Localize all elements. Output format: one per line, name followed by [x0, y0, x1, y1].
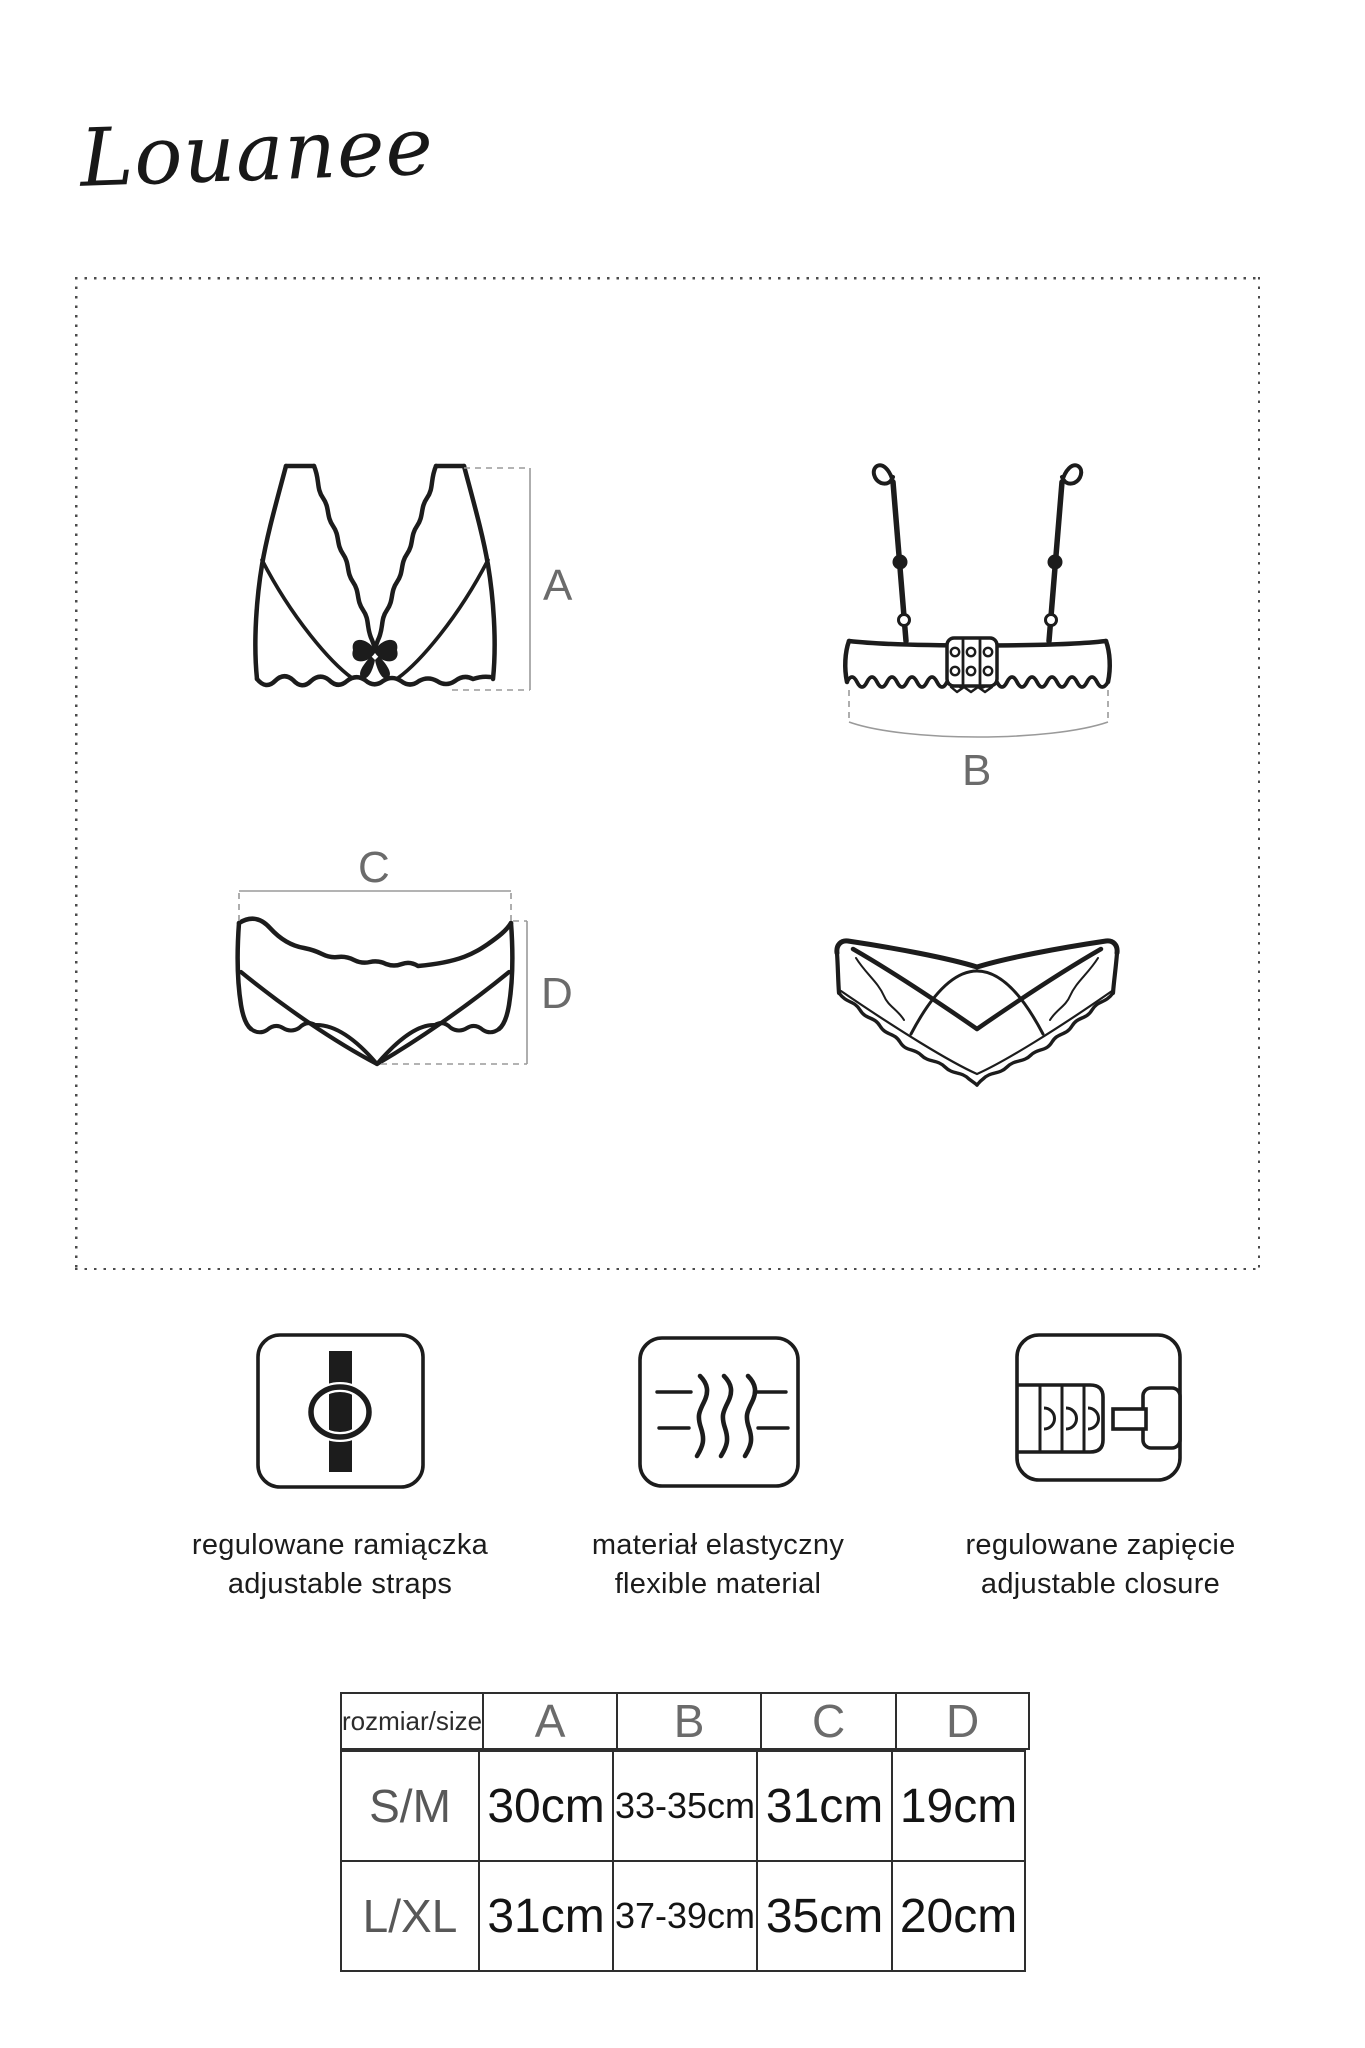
size-table-col-d: D: [896, 1693, 1029, 1749]
size-sm-c: 31cm: [757, 1751, 892, 1861]
panties-front-drawing: [238, 843, 573, 1064]
adjustable-closure-icon: [1017, 1335, 1180, 1480]
drawings-frame: [75, 277, 1260, 1270]
feature-caption-straps: [130, 1526, 550, 1604]
size-row-sm: [341, 1751, 1025, 1861]
size-row-lxl: [341, 1861, 1025, 1971]
size-table-col-c: C: [761, 1693, 896, 1749]
measure-label-c: C: [358, 843, 390, 892]
feature-caption-material: [563, 1526, 873, 1604]
size-lxl-d: 20cm: [892, 1861, 1025, 1971]
panties-back-drawing: [837, 941, 1117, 1085]
size-table-corner-label: rozmiar/size: [341, 1693, 483, 1749]
size-row-sm-label: S/M: [341, 1751, 479, 1861]
size-table-body: [340, 1750, 1026, 1972]
feature-caption-material-pl: materiał elastyczny: [591, 1529, 845, 1561]
measure-label-b: B: [962, 746, 992, 795]
garment-drawings: [75, 277, 1260, 1270]
size-lxl-b: 37-39cm: [613, 1861, 757, 1971]
size-table-col-b: B: [617, 1693, 761, 1749]
brand-logo: Louanee: [78, 99, 436, 205]
feature-caption-closure-pl: regulowane zapięcie: [965, 1529, 1236, 1561]
bra-front-drawing: [255, 466, 573, 690]
feature-caption-closure: [928, 1526, 1273, 1604]
feature-caption-closure-en: adjustable closure: [980, 1568, 1221, 1600]
size-lxl-a: 31cm: [479, 1861, 613, 1971]
size-sm-b: 33-35cm: [613, 1751, 757, 1861]
flexible-material-icon: [640, 1338, 798, 1486]
feature-caption-straps-en: adjustable straps: [227, 1568, 453, 1600]
measure-label-a: A: [543, 561, 573, 610]
size-lxl-c: 35cm: [757, 1861, 892, 1971]
size-table-header: [340, 1692, 1030, 1750]
feature-icons: [230, 1320, 1200, 1500]
bra-back-drawing: [845, 465, 1109, 795]
size-row-lxl-label: L/XL: [341, 1861, 479, 1971]
size-table-col-a: A: [483, 1693, 617, 1749]
feature-caption-material-en: flexible material: [614, 1568, 822, 1600]
adjustable-straps-icon: [258, 1335, 423, 1487]
size-sm-d: 19cm: [892, 1751, 1025, 1861]
feature-caption-straps-pl: regulowane ramiączka: [191, 1529, 489, 1561]
measure-label-d: D: [541, 969, 573, 1018]
size-sm-a: 30cm: [479, 1751, 613, 1861]
